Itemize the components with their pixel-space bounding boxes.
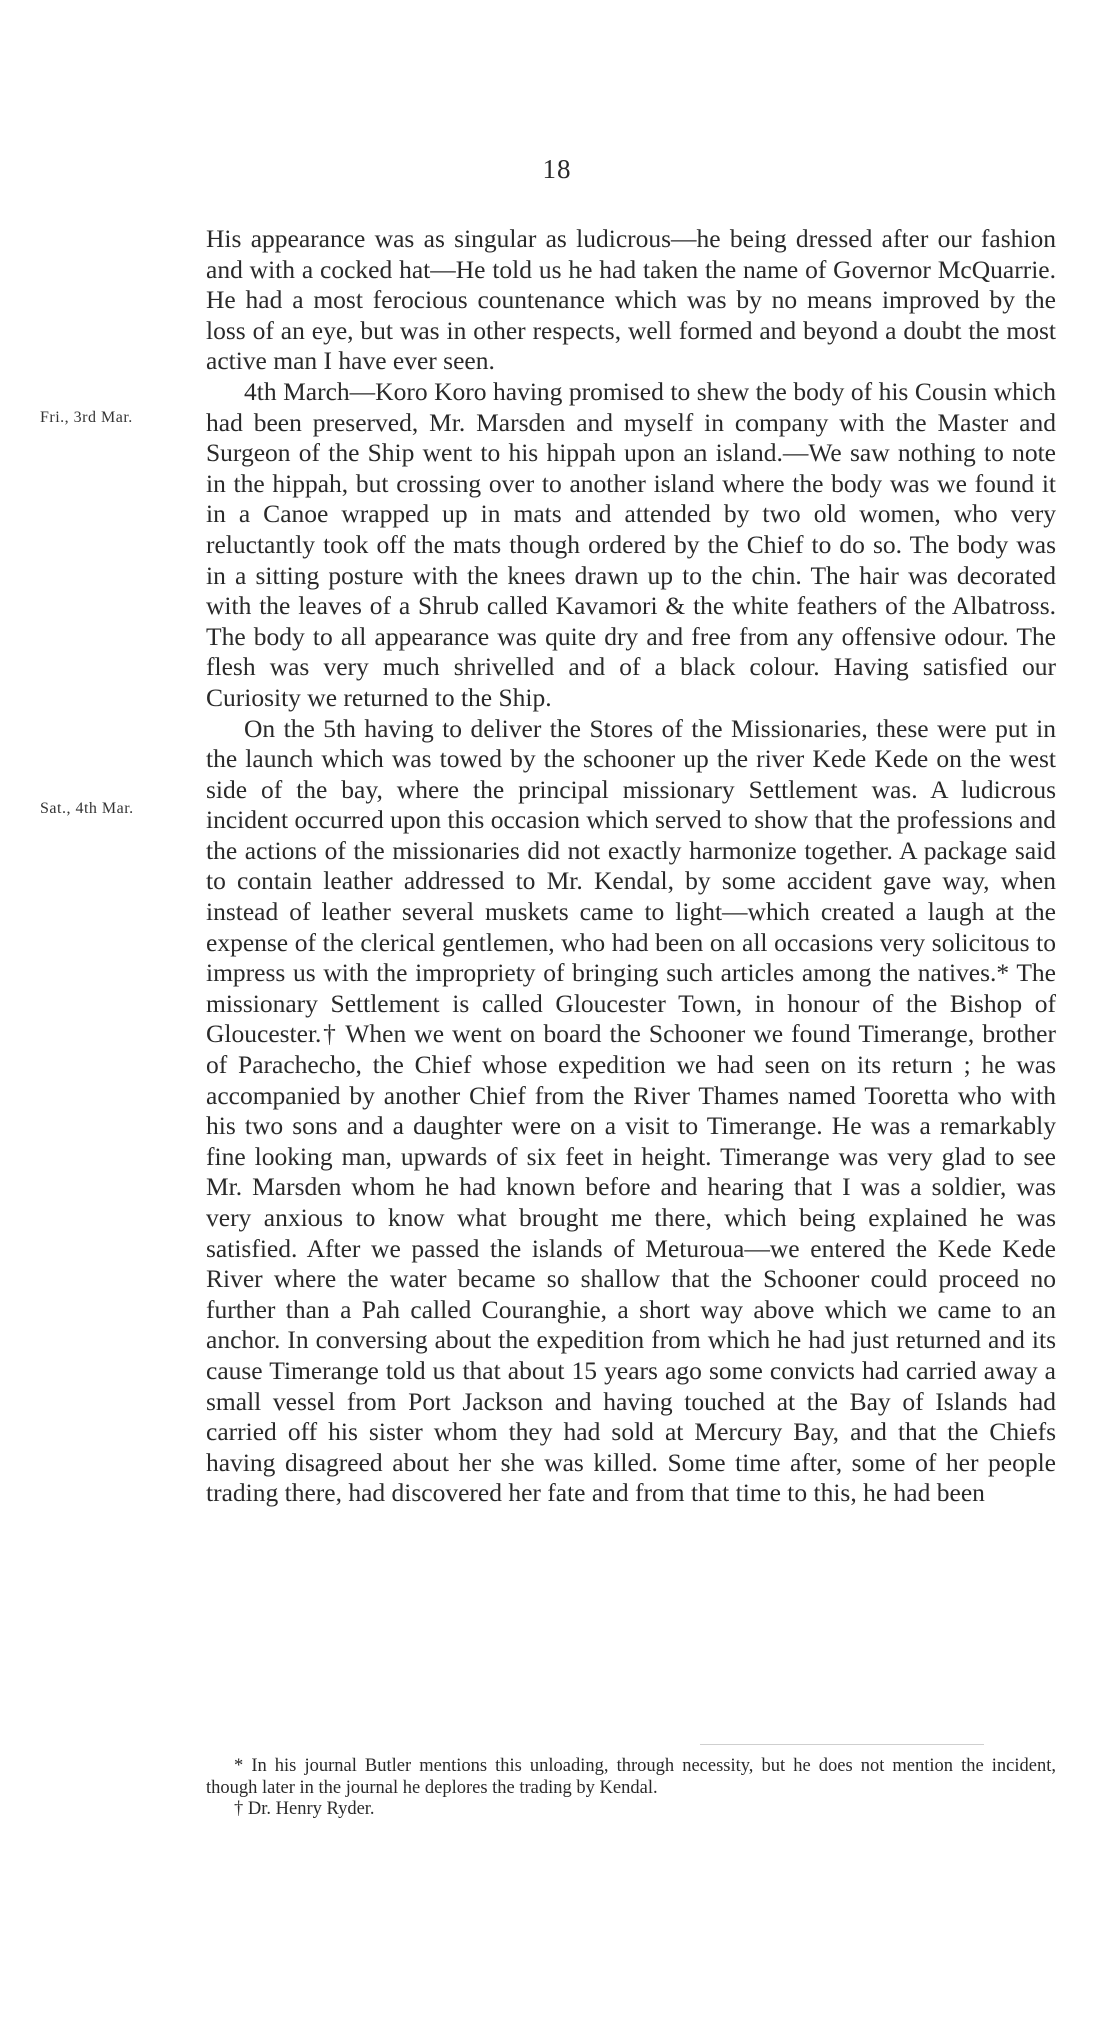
paragraph-4th-march: 4th March—Koro Koro having promised to shew the body of his Cousin which had been preserved, Mr. Marsden and myself in company with the Master and Surgeon of the Ship went to his hippah upon an island.—We saw nothing to note in the hippah, but crossing over to another island where the body was we found it in a Canoe wrapped up in mats and attended by two old women, who very reluctantly took off the mats though ordered by the Chief to do so. The body was in a sitting posture with the knees drawn up to the chin. The hair was decorated with the leaves of a Shrub called Kavamori & the white feathers of the Albatross. The body to all appearance was quite dry and free from any offensive odour. The flesh was very much shrivelled and of a black colour. Having satisfied our Curiosity we returned to the Ship.	[206, 376, 1056, 712]
footnote-butler: * In his journal Butler mentions this unloading, through necessity, but he does not mention the incident, though later in the journal he deplores the trading by Kendal.	[206, 1756, 1056, 1798]
paragraph-appearance: His appearance was as singular as ludicrous—he being dressed after our fashion and with a cocked hat—He told us he had taken the name of Governor McQuarrie. He had a most ferocious countenance which was by no means improved by the loss of an eye, but was in other respects, well formed and beyond a doubt the most active man I have ever seen.	[206, 224, 1056, 376]
footnotes	[206, 1756, 1056, 1821]
paragraph-5th-stores: On the 5th having to deliver the Stores of the Missionaries, these were put in the launch which was towed by the schooner up the river Kede Kede on the west side of the bay, where the principal missionary Settlement was. A ludicrous incident occurred upon this occasion which served to show that the professions and the actions of the missionaries did not exactly harmonize together. A package said to contain leather addressed to Mr. Kendal, by some accident gave way, when instead of leather several muskets came to light—which created a laugh at the expense of the clerical gentlemen, who had been on all occasions very solicitous to impress us with the impropriety of bringing such articles among the natives.* The missionary Settlement is called Gloucester Town, in honour of the Bishop of Gloucester.† When we went on board the Schooner we found Timerange, brother of Parachecho, the Chief whose expedition we had seen on its return ; he was accompanied by another Chief from the River Thames named Tooretta who with his two sons and a daughter were on a visit to Timerange. He was a remarkably fine looking man, upwards of six feet in height. Timerange was very glad to see Mr. Marsden whom he had known before and hearing that I was a soldier, was very anxious to know what brought me there, which being explained he was satisfied. After we passed the islands of Meturoua—we entered the Kede Kede River where the water became so shallow that the Schooner could proceed no further than a Pah called Couranghie, a short way above which we came to an anchor. In conversing about the expedition from which he had just returned and its cause Timerange told us that about 15 years ago some convicts had carried away a small vessel from Port Jackson and having touched at the Bay of Islands had carried off his sister whom they had sold at Mercury Bay, and that the Chiefs having disagreed about her she was killed. Some time after, some of her people trading there, had discovered her fate and from that time to this, he had been	[206, 713, 1056, 1508]
footnote-ryder: † Dr. Henry Ryder.	[234, 1799, 375, 1819]
body-text	[206, 224, 1056, 1509]
page-number: 18	[542, 154, 572, 184]
margin-note-fri-3rd-mar: Fri., 3rd Mar.	[40, 409, 133, 426]
margin-note-sat-4th-mar: Sat., 4th Mar.	[40, 800, 134, 817]
footnote-divider	[700, 1744, 984, 1745]
